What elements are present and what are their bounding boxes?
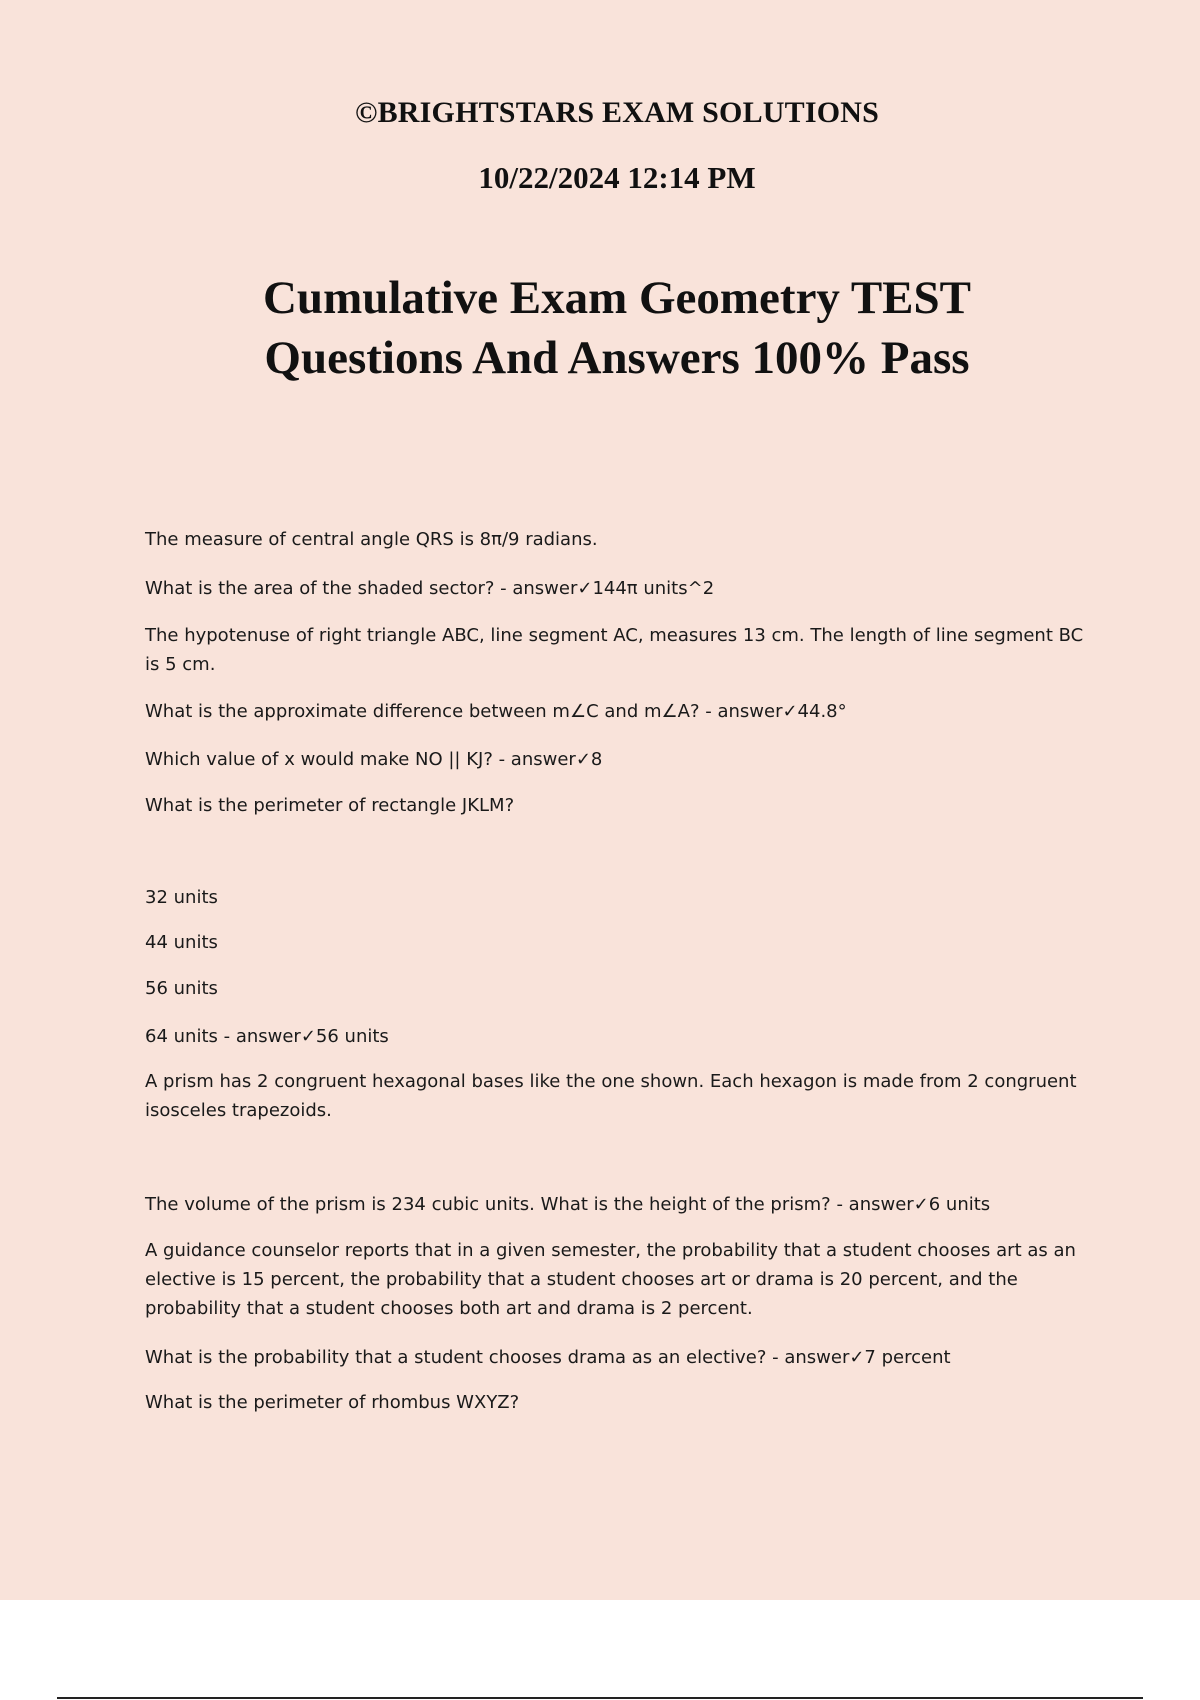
option-32-units: 32 units [145,887,218,908]
datetime-header: 10/22/2024 12:14 PM [478,160,756,195]
option-64-units-answer: 64 units - answer✓56 units [145,1026,389,1047]
title-line-2: Questions And Answers 100% Pass [264,332,970,384]
paragraph-prism: A prism has 2 congruent hexagonal bases like the one shown. Each hexagon is made from 2 congruent isosceles trapezoids. [145,1071,1077,1121]
paragraph-prism-volume: The volume of the prism is 234 cubic units. What is the height of the prism? - answer✓6 units [145,1194,991,1215]
paragraph-sector-area: What is the area of the shaded sector? - answer✓144π units^2 [145,578,715,599]
paragraph-angle-difference: What is the approximate difference between m∠C and m∠A? - answer✓44.8° [145,701,847,722]
footer-rule [57,1697,1143,1699]
paragraph-central-angle: The measure of central angle QRS is 8π/9 radians. [145,529,598,550]
option-56-units: 56 units [145,978,218,999]
paragraph-drama-probability: What is the probability that a student chooses drama as an elective? - answer✓7 percent [145,1347,951,1368]
paragraph-hypotenuse: The hypotenuse of right triangle ABC, line segment AC, measures 13 cm. The length of line segment BC is 5 cm. [145,625,1084,675]
paragraph-guidance-counselor: A guidance counselor reports that in a given semester, the probability that a student chooses art as an elective is 15 percent, the probability that a student chooses art or drama is 20 percent, and the probability that a student chooses both art and drama is 2 percent. [145,1240,1076,1319]
brand-header: ©BRIGHTSTARS EXAM SOLUTIONS [354,96,880,129]
paragraph-rectangle-question: What is the perimeter of rectangle JKLM? [145,795,515,816]
title-line-1: Cumulative Exam Geometry TEST [262,272,972,324]
paragraph-parallel-value: Which value of x would make NO || KJ? - answer✓8 [145,749,603,770]
document-title [0,268,1200,388]
paragraph-rhombus-question: What is the perimeter of rhombus WXYZ? [145,1392,520,1413]
option-44-units: 44 units [145,932,218,953]
